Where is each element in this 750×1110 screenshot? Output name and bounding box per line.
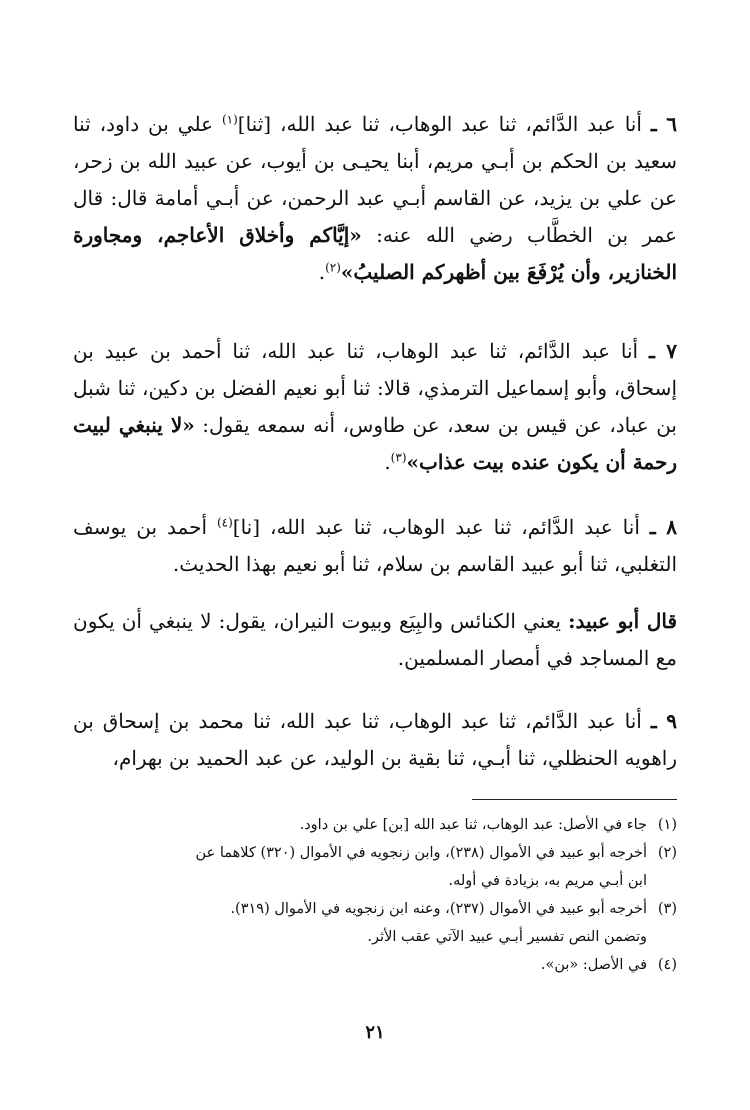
period: . <box>384 450 391 474</box>
footnote-ref[interactable]: (٣) <box>390 450 407 465</box>
footnote-text: أخرجه أبو عبيد في الأموال (٢٣٧)، وعنه ابن زنجويه في الأموال (٣١٩). <box>230 901 647 917</box>
footnotes <box>73 811 677 979</box>
hadith-number: ٨ ـ <box>649 515 678 539</box>
isnad-text: أحمد بن يوسف التغلبي، ثنا أبو عبيد القاسم بن سلام، ثنا أبو نعيم بهذا الحديث. <box>73 515 677 576</box>
isnad-text: علي بن داود، ثنا سعيد بن الحكم بن أبـي مريم، أبنا يحيـى بن أيوب، عن عبيد الله بن زحر، عن علي بن يزيد، عن القاسم أبـي عبد الرحمن، عن أبـي أمامة قال: قال عمر بن الخطَّاب رضي الله عنه: <box>73 112 677 247</box>
footnote-1 <box>73 811 677 839</box>
footnote-text: جاء في الأصل: عبد الوهاب، ثنا عبد الله [بن] علي بن داود. <box>299 817 647 833</box>
hadith-number: ٦ ـ <box>650 112 678 136</box>
hadith-8-paragraph <box>73 509 677 583</box>
footnote-2-continued: ابن أبـي مريم به، بزيادة في أوله. <box>448 873 647 889</box>
isnad-text: أنا عبد الدَّائم، ثنا عبد الوهاب، ثنا عبد الله، [نا] <box>232 515 640 539</box>
isnad-text: أنا عبد الدَّائم، ثنا عبد الوهاب، ثنا عبد الله، [ثنا] <box>237 112 642 136</box>
isnad-text: أنا عبد الدَّائم، ثنا عبد الوهاب، ثنا عبد الله، ثنا أحمد بن عبيد بن إسحاق، وأبو إسماعيل الترمذي، قالا: ثنا أبو نعيم الفضل بن دكين، ثنا شبل بن عباد، عن قيس بن سعد، عن طاوس، أنه سمعه يقول: <box>73 339 677 437</box>
page-number: ٢١ <box>365 1022 385 1043</box>
footnote-ref[interactable]: (١) <box>221 112 238 127</box>
hadith-number: ٩ ـ <box>650 709 678 733</box>
isnad-text: أنا عبد الدَّائم، ثنا عبد الوهاب، ثنا عبد الله، ثنا محمد بن إسحاق بن راهويه الحنظلي، ثنا أبـي، ثنا بقية بن الوليد، عن عبد الحميد بن بهرام، <box>73 709 677 770</box>
footnote-number: (٢) <box>657 845 677 861</box>
footnote-3-continued: وتضمن النص تفسير أبـي عبيد الآتي عقب الأثر. <box>367 929 647 945</box>
hadith-number: ٧ ـ <box>648 339 677 363</box>
comment-speaker: قال أبو عبيد: <box>568 609 678 633</box>
footnote-text: في الأصل: «بن». <box>540 957 647 973</box>
footnote-4 <box>73 951 677 979</box>
footnote-number: (١) <box>657 817 677 833</box>
hadith-6-paragraph <box>73 106 677 291</box>
comment-text: يعني الكنائس والبِيَع وبيوت النيران، يقول: لا ينبغي أن يكون مع المساجد في أمصار المسلمين. <box>73 609 677 670</box>
footnote-2 <box>73 839 677 867</box>
footnote-number: (٣) <box>657 901 677 917</box>
footnote-divider <box>472 799 677 800</box>
footnote-ref[interactable]: (٤) <box>216 515 233 530</box>
footnote-ref[interactable]: (٢) <box>325 260 341 275</box>
abu-ubaid-comment <box>73 603 677 677</box>
period: . <box>318 260 326 284</box>
footnote-text: أخرجه أبو عبيد في الأموال (٢٣٨)، وابن زنجويه في الأموال (٣٢٠) كلاهما عن <box>195 845 647 861</box>
matn-text: «إيَّاكم وأخلاق الأعاجم، ومجاورة الخنازير، وأن يُرْفَعَ بين أظهركم الصليبُ» <box>73 223 677 284</box>
hadith-9-paragraph <box>73 703 677 777</box>
hadith-7-paragraph <box>73 333 677 481</box>
matn-text: «لا ينبغي لبيت رحمة أن يكون عنده بيت عذاب» <box>73 413 677 474</box>
footnote-3 <box>73 895 677 923</box>
footnote-number: (٤) <box>657 957 677 973</box>
